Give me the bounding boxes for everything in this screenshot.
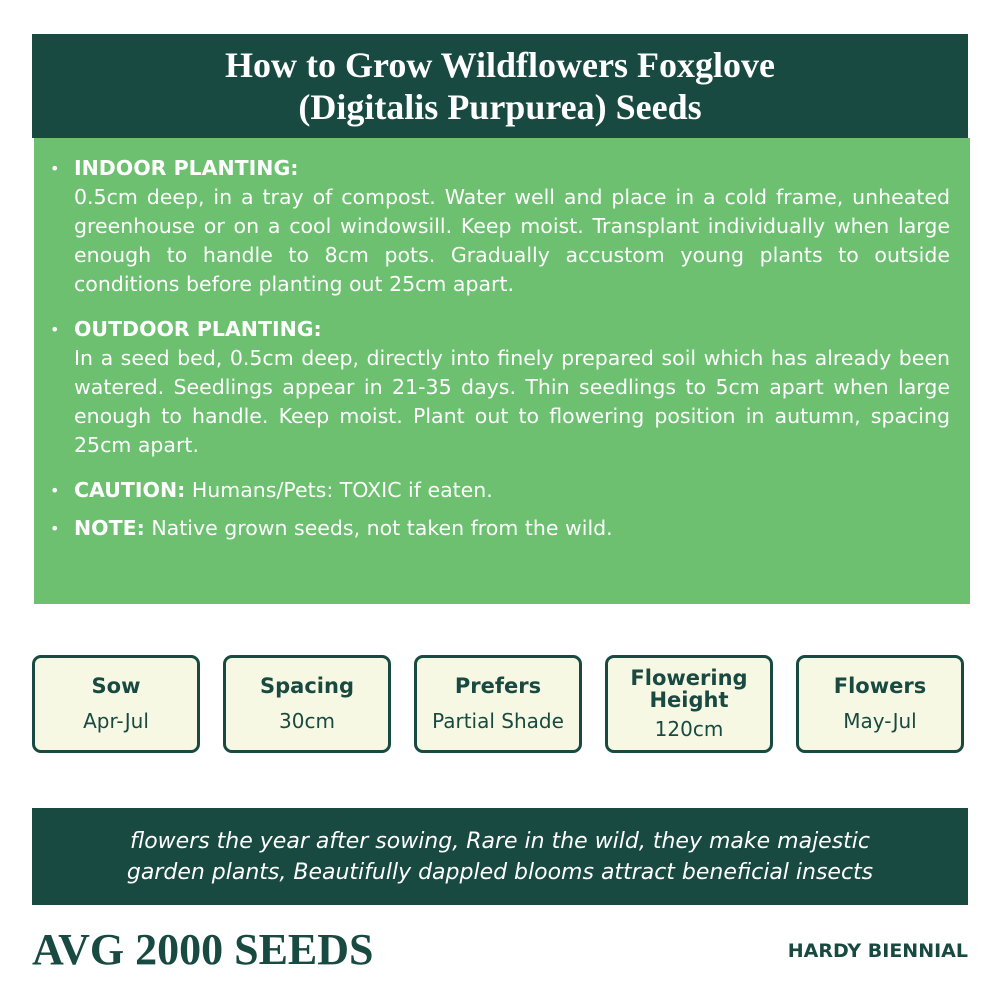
sow-value: Apr-Jul <box>83 709 149 733</box>
title-banner <box>32 34 968 138</box>
prefers-card <box>414 655 582 753</box>
flowers-label: Flowers <box>833 674 927 698</box>
note-item <box>50 514 950 543</box>
indoor-planting-heading: • INDOOR PLANTING: <box>74 156 299 180</box>
tagline-line-1: flowers the year after sowing, Rare in the wild, they make majestic <box>129 828 871 854</box>
facts-row <box>32 655 968 757</box>
spacing-label: Spacing <box>260 674 354 698</box>
flowering-height-card <box>605 655 773 753</box>
caution-item <box>50 476 950 505</box>
seed-count: AVG 2000 SEEDS <box>32 925 374 974</box>
flowering-height-label-line-1: Flowering <box>630 666 748 690</box>
flowering-height-label-line-2: Height <box>649 688 729 712</box>
tagline-line-2: garden plants, Beautifully dappled blooms attract beneficial insects <box>126 859 874 885</box>
note-heading: NOTE: <box>74 516 145 540</box>
title-line-2: (Digitalis Purpurea) Seeds <box>298 87 702 127</box>
outdoor-planting-text: In a seed bed, 0.5cm deep, directly into finely prepared soil which has already been watered. Seedlings appear in 21-35 days. Thin seedlings to 5cm apart when large enough to handle. Keep moist. Plant out to flowering position in autumn, spacing 25cm apart. <box>74 346 950 457</box>
note-text: Native grown seeds, not taken from the wild. <box>151 516 613 540</box>
indoor-planting-text: 0.5cm deep, in a tray of compost. Water well and place in a cold frame, unheated greenhouse or on a cool windowsill. Keep moist. Transplant individually when large enough to handle to 8cm pots. Gradually accustom young plants to outside conditions before planting out 25cm apart. <box>74 185 950 296</box>
spacing-value: 30cm <box>279 709 335 733</box>
flowers-value: May-Jul <box>843 709 917 733</box>
prefers-label: Prefers <box>454 674 542 698</box>
title-line-1: How to Grow Wildflowers Foxglove <box>225 45 775 85</box>
prefers-value: Partial Shade <box>432 709 564 733</box>
life-cycle-label: HARDY BIENNIAL <box>787 940 968 962</box>
instructions-panel <box>34 138 970 604</box>
tagline-banner <box>32 808 968 905</box>
indoor-planting-item <box>50 154 950 299</box>
spacing-card <box>223 655 391 753</box>
outdoor-planting-item <box>50 315 950 460</box>
sow-label: Sow <box>91 674 141 698</box>
outdoor-planting-heading: • OUTDOOR PLANTING: <box>74 317 322 341</box>
caution-text: Humans/Pets: TOXIC if eaten. <box>191 478 493 502</box>
sow-card <box>32 655 200 753</box>
flowers-card <box>796 655 964 753</box>
flowering-height-value: 120cm <box>654 717 724 741</box>
caution-heading: CAUTION: <box>74 478 186 502</box>
